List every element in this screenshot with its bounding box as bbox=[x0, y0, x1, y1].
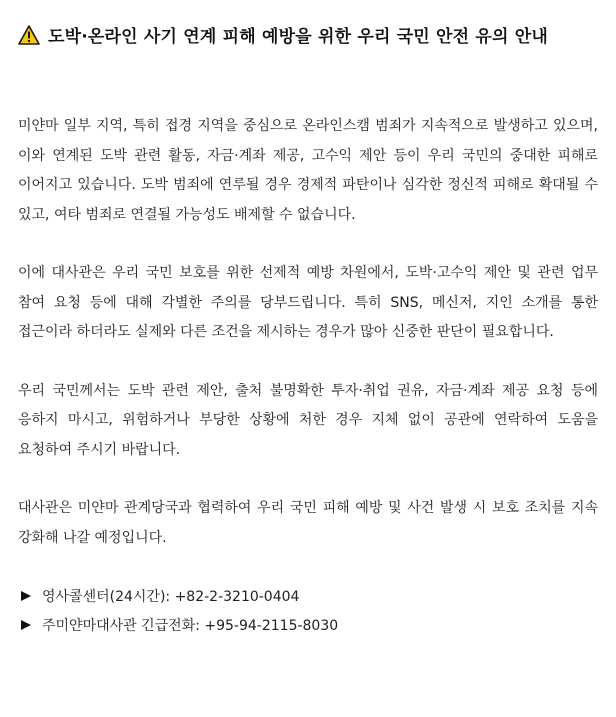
notice-paragraph-1: 미얀마 일부 지역, 특히 접경 지역을 중심으로 온라인스캠 범죄가 지속적으로 발생하고 있으며, 이와 연계된 도박 관련 활동, 자금·계좌 제공, 고수익 제안 등이 우리 국민의 중대한 피해로 이어지고 있습니다. 도박 범죄에 연루될 경우 경제적 파탄이나 심각한 정신적 피해로 확대될 수 있고, 여타 범죄로 연결될 가능성도 배제할 수 없습니다. bbox=[18, 118, 598, 223]
notice-paragraph-3: 우리 국민께서는 도박 관련 제안, 출처 불명확한 투자·취업 권유, 자금·계좌 제공 요청 등에 응하지 마시고, 위험하거나 부당한 상황에 처한 경우 지체 없이 공관에 연락하여 도움을 요청하여 주시기 바랍니다. bbox=[18, 382, 598, 458]
contact-text: 영사콜센터(24시간): +82-2-3210-0404 bbox=[42, 588, 300, 605]
notice-title: 도박·온라인 사기 연계 피해 예방을 위한 우리 국민 안전 유의 안내 bbox=[48, 26, 549, 47]
contact-embassy-emergency bbox=[18, 610, 598, 639]
notice-paragraph-4: 대사관은 미얀마 관계당국과 협력하여 우리 국민 피해 예방 및 사건 발생 시 보호 조치를 지속 강화해 나갈 예정입니다. bbox=[18, 500, 598, 546]
triangle-bullet-icon bbox=[20, 619, 32, 631]
notice-paragraph-2: 이에 대사관은 우리 국민 보호를 위한 선제적 예방 차원에서, 도박·고수익 제안 및 관련 업무 참여 요청 등에 대해 각별한 주의를 당부드립니다. 특히 SNS, 메신저, 지인 소개를 통한 접근이라 하더라도 실제와 다른 조건을 제시하는 경우가 많아 신중한 판단이 필요합니다. bbox=[18, 265, 598, 340]
notice-body bbox=[18, 112, 598, 639]
triangle-bullet-icon bbox=[20, 590, 32, 602]
notice-header bbox=[18, 20, 598, 48]
contact-consular-call-center bbox=[18, 581, 598, 610]
contact-text: 주미얀마대사관 긴급전화: +95-94-2115-8030 bbox=[42, 617, 339, 634]
warning-icon bbox=[18, 25, 40, 45]
